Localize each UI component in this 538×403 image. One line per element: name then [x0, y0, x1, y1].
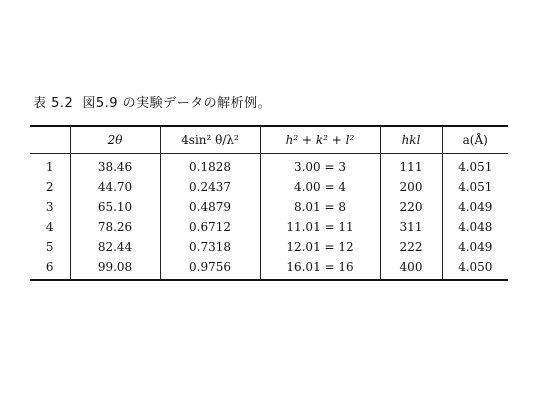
- cell-2theta: 78.26: [70, 217, 160, 237]
- cell-index: 5: [45, 240, 54, 254]
- cell-hkl: 400: [380, 257, 442, 280]
- cell-hkl-sum: 16.01 = 16: [260, 257, 380, 280]
- cell-lattice-a: 4.050: [442, 257, 508, 280]
- cell-hkl-sum: 12.01 = 12: [260, 237, 380, 257]
- header-index: [30, 126, 70, 154]
- table-row: [30, 237, 508, 257]
- cell-lattice-a: 4.051: [442, 154, 508, 178]
- cell-2theta: 38.46: [70, 154, 160, 178]
- cell-hkl: 311: [380, 217, 442, 237]
- cell-4sin2theta: 0.7318: [160, 237, 260, 257]
- header-2theta: 2θ: [70, 126, 160, 154]
- cell-lattice-a: 4.049: [442, 197, 508, 217]
- cell-index: 6: [30, 257, 70, 280]
- cell-lattice-a: 4.048: [442, 217, 508, 237]
- cell-4sin2theta: 0.4879: [160, 197, 260, 217]
- cell-4sin2theta: 0.6712: [160, 217, 260, 237]
- header-4sin2theta: 4sin² θ/λ²: [160, 126, 260, 154]
- cell-2theta: 65.10: [70, 197, 160, 217]
- cell-hkl-sum: 3.00 = 3: [260, 154, 380, 178]
- table-number: 表 5.2: [33, 96, 74, 111]
- header-row: [30, 126, 508, 154]
- cell-2theta: 99.08: [70, 257, 160, 280]
- cell-hkl: 220: [380, 197, 442, 217]
- cell-2theta: 82.44: [70, 237, 160, 257]
- table-row: [30, 177, 508, 197]
- cell-lattice-a: 4.051: [442, 177, 508, 197]
- cell-hkl: 222: [380, 237, 442, 257]
- cell-2theta: 44.70: [70, 177, 160, 197]
- cell-hkl-sum: 8.01 = 8: [260, 197, 380, 217]
- cell-hkl: 111: [380, 154, 442, 178]
- cell-index: 3: [45, 200, 54, 214]
- header-lattice-a: a(Å): [442, 126, 508, 154]
- header-hkl: hkl: [380, 126, 442, 154]
- table-row: [30, 197, 508, 217]
- cell-hkl-sum: 11.01 = 11: [260, 217, 380, 237]
- cell-index: 4: [45, 220, 54, 234]
- header-hkl-sum: h² + k² + l²: [260, 126, 380, 154]
- cell-hkl: 200: [380, 177, 442, 197]
- cell-4sin2theta: 0.9756: [160, 257, 260, 280]
- table-title: 図5.9 の実験データの解析例。: [82, 96, 272, 111]
- cell-index: 1: [45, 160, 54, 174]
- analysis-table: [30, 125, 508, 281]
- table-row: [30, 154, 508, 178]
- cell-hkl-sum: 4.00 = 4: [260, 177, 380, 197]
- cell-index: 2: [45, 180, 54, 194]
- cell-4sin2theta: 0.1828: [160, 154, 260, 178]
- table-row: [30, 217, 508, 237]
- cell-lattice-a: 4.049: [442, 237, 508, 257]
- table-caption: [33, 92, 271, 111]
- table-row: [30, 257, 508, 280]
- cell-4sin2theta: 0.2437: [160, 177, 260, 197]
